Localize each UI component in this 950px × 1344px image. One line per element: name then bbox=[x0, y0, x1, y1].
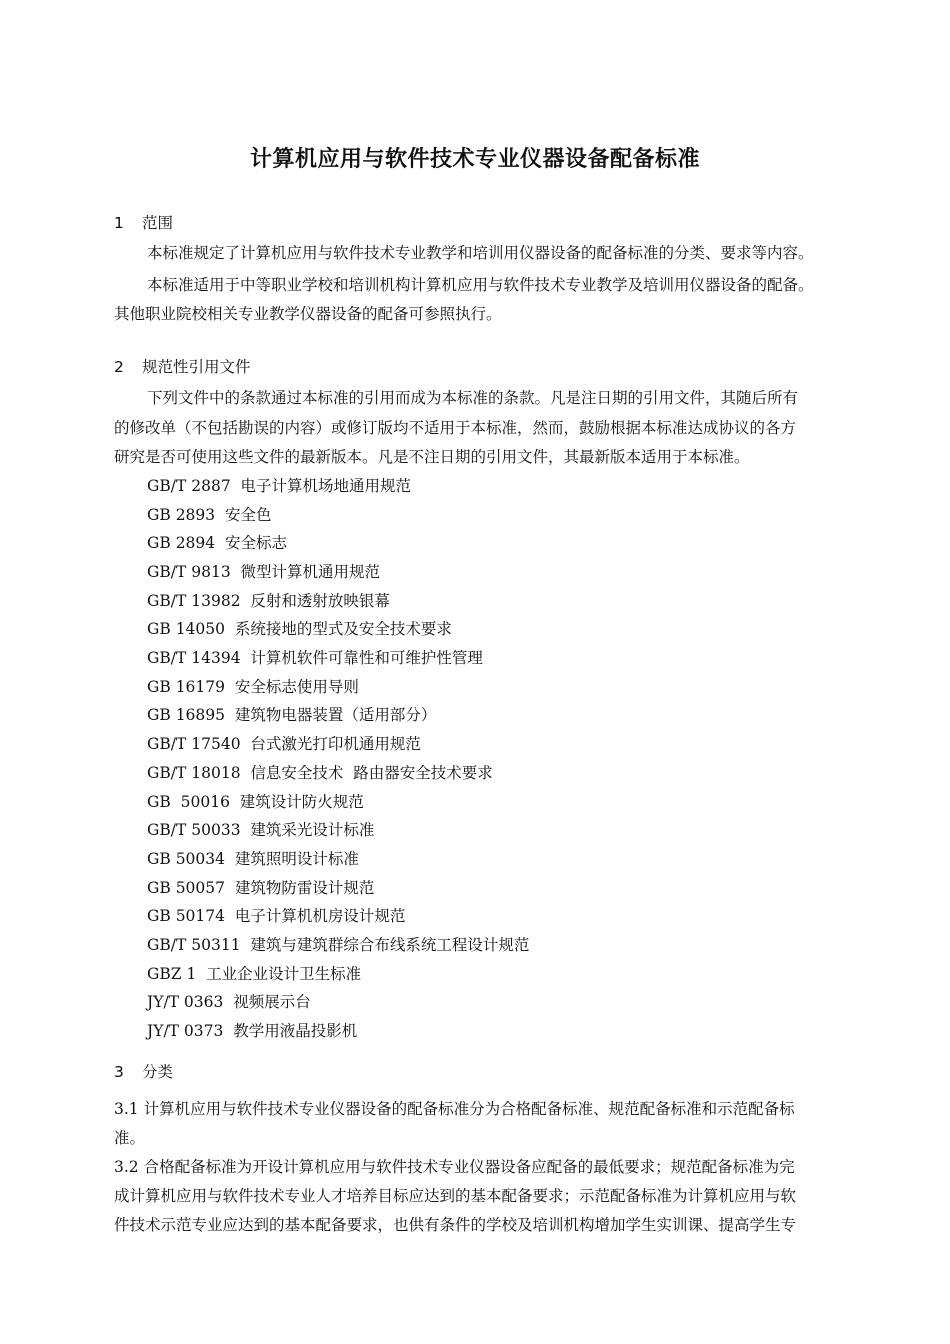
reference-item: GB/T 14394 计算机软件可靠性和可维护性管理 bbox=[147, 649, 483, 667]
section-2-title: 规范性引用文件 bbox=[142, 358, 251, 376]
reference-item: GB 50016 建筑设计防火规范 bbox=[147, 793, 364, 811]
reference-item: GB/T 50311 建筑与建筑群综合布线系统工程设计规范 bbox=[147, 936, 530, 954]
paragraph-line: 下列文件中的条款通过本标准的引用而成为本标准的条款。凡是注日期的引用文件，其随后所有 bbox=[147, 389, 799, 407]
paragraph-line: 件技术示范专业应达到的基本配备要求，也供有条件的学校及培训机构增加学生实训课、提高学生专 bbox=[114, 1216, 797, 1234]
section-3-heading bbox=[114, 1060, 173, 1082]
paragraph-line: 本标准规定了计算机应用与软件技术专业教学和培训用仪器设备的配备标准的分类、要求等内容。 bbox=[147, 244, 814, 262]
paragraph-line: 研究是否可使用这些文件的最新版本。凡是不注日期的引用文件，其最新版本适用于本标准。 bbox=[114, 448, 750, 466]
reference-item: GB/T 9813 微型计算机通用规范 bbox=[147, 563, 381, 581]
paragraph-line: 的修改单（不包括勘误的内容）或修订版均不适用于本标准，然而，鼓励根据本标准达成协议的各方 bbox=[114, 419, 797, 437]
section-3-title: 分类 bbox=[142, 1063, 174, 1081]
paragraph-line: 其他职业院校相关专业教学仪器设备的配备可参照执行。 bbox=[114, 305, 502, 323]
paragraph-line: 本标准适用于中等职业学校和培训机构计算机应用与软件技术专业教学及培训用仪器设备的配备。 bbox=[147, 276, 814, 294]
reference-item: GB/T 18018 信息安全技术 路由器安全技术要求 bbox=[147, 764, 493, 782]
section-3-number: 3 bbox=[114, 1063, 124, 1081]
reference-item: GB 16895 建筑物电器装置（适用部分） bbox=[147, 706, 437, 724]
section-1-title: 范围 bbox=[142, 214, 174, 232]
reference-item: GB 50034 建筑照明设计标准 bbox=[147, 850, 359, 868]
reference-item: GB/T 2887 电子计算机场地通用规范 bbox=[147, 477, 412, 495]
paragraph-line: 3.1 计算机应用与软件技术专业仪器设备的配备标准分为合格配备标准、规范配备标准和示范配备标 bbox=[114, 1100, 795, 1118]
reference-item: GB 2893 安全色 bbox=[147, 506, 272, 524]
document-title: 计算机应用与软件技术专业仪器设备配备标准 bbox=[249, 147, 700, 172]
section-2-heading bbox=[114, 355, 251, 377]
paragraph-line: 成计算机应用与软件技术专业人才培养目标应达到的基本配备要求；示范配备标准为计算机应用与软 bbox=[114, 1187, 797, 1205]
reference-item: GB/T 17540 台式激光打印机通用规范 bbox=[147, 735, 421, 753]
reference-item: JY/T 0373 教学用液晶投影机 bbox=[147, 1022, 358, 1040]
reference-item: GB 2894 安全标志 bbox=[147, 534, 287, 552]
reference-item: JY/T 0363 视频展示台 bbox=[147, 993, 311, 1011]
paragraph-line: 3.2 合格配备标准为开设计算机应用与软件技术专业仪器设备应配备的最低要求；规范配备标准为完 bbox=[114, 1158, 795, 1176]
reference-item: GB 50174 电子计算机机房设计规范 bbox=[147, 907, 406, 925]
section-2-number: 2 bbox=[114, 358, 124, 376]
reference-item: GBZ 1 工业企业设计卫生标准 bbox=[147, 965, 362, 983]
reference-item: GB/T 13982 反射和透射放映银幕 bbox=[147, 592, 390, 610]
section-1-number: 1 bbox=[114, 214, 124, 232]
reference-item: GB 14050 系统接地的型式及安全技术要求 bbox=[147, 620, 452, 638]
section-1-heading bbox=[114, 211, 173, 233]
reference-item: GB 50057 建筑物防雷设计规范 bbox=[147, 879, 375, 897]
reference-item: GB 16179 安全标志使用导则 bbox=[147, 678, 359, 696]
paragraph-line: 准。 bbox=[114, 1129, 146, 1147]
reference-item: GB/T 50033 建筑采光设计标准 bbox=[147, 821, 375, 839]
